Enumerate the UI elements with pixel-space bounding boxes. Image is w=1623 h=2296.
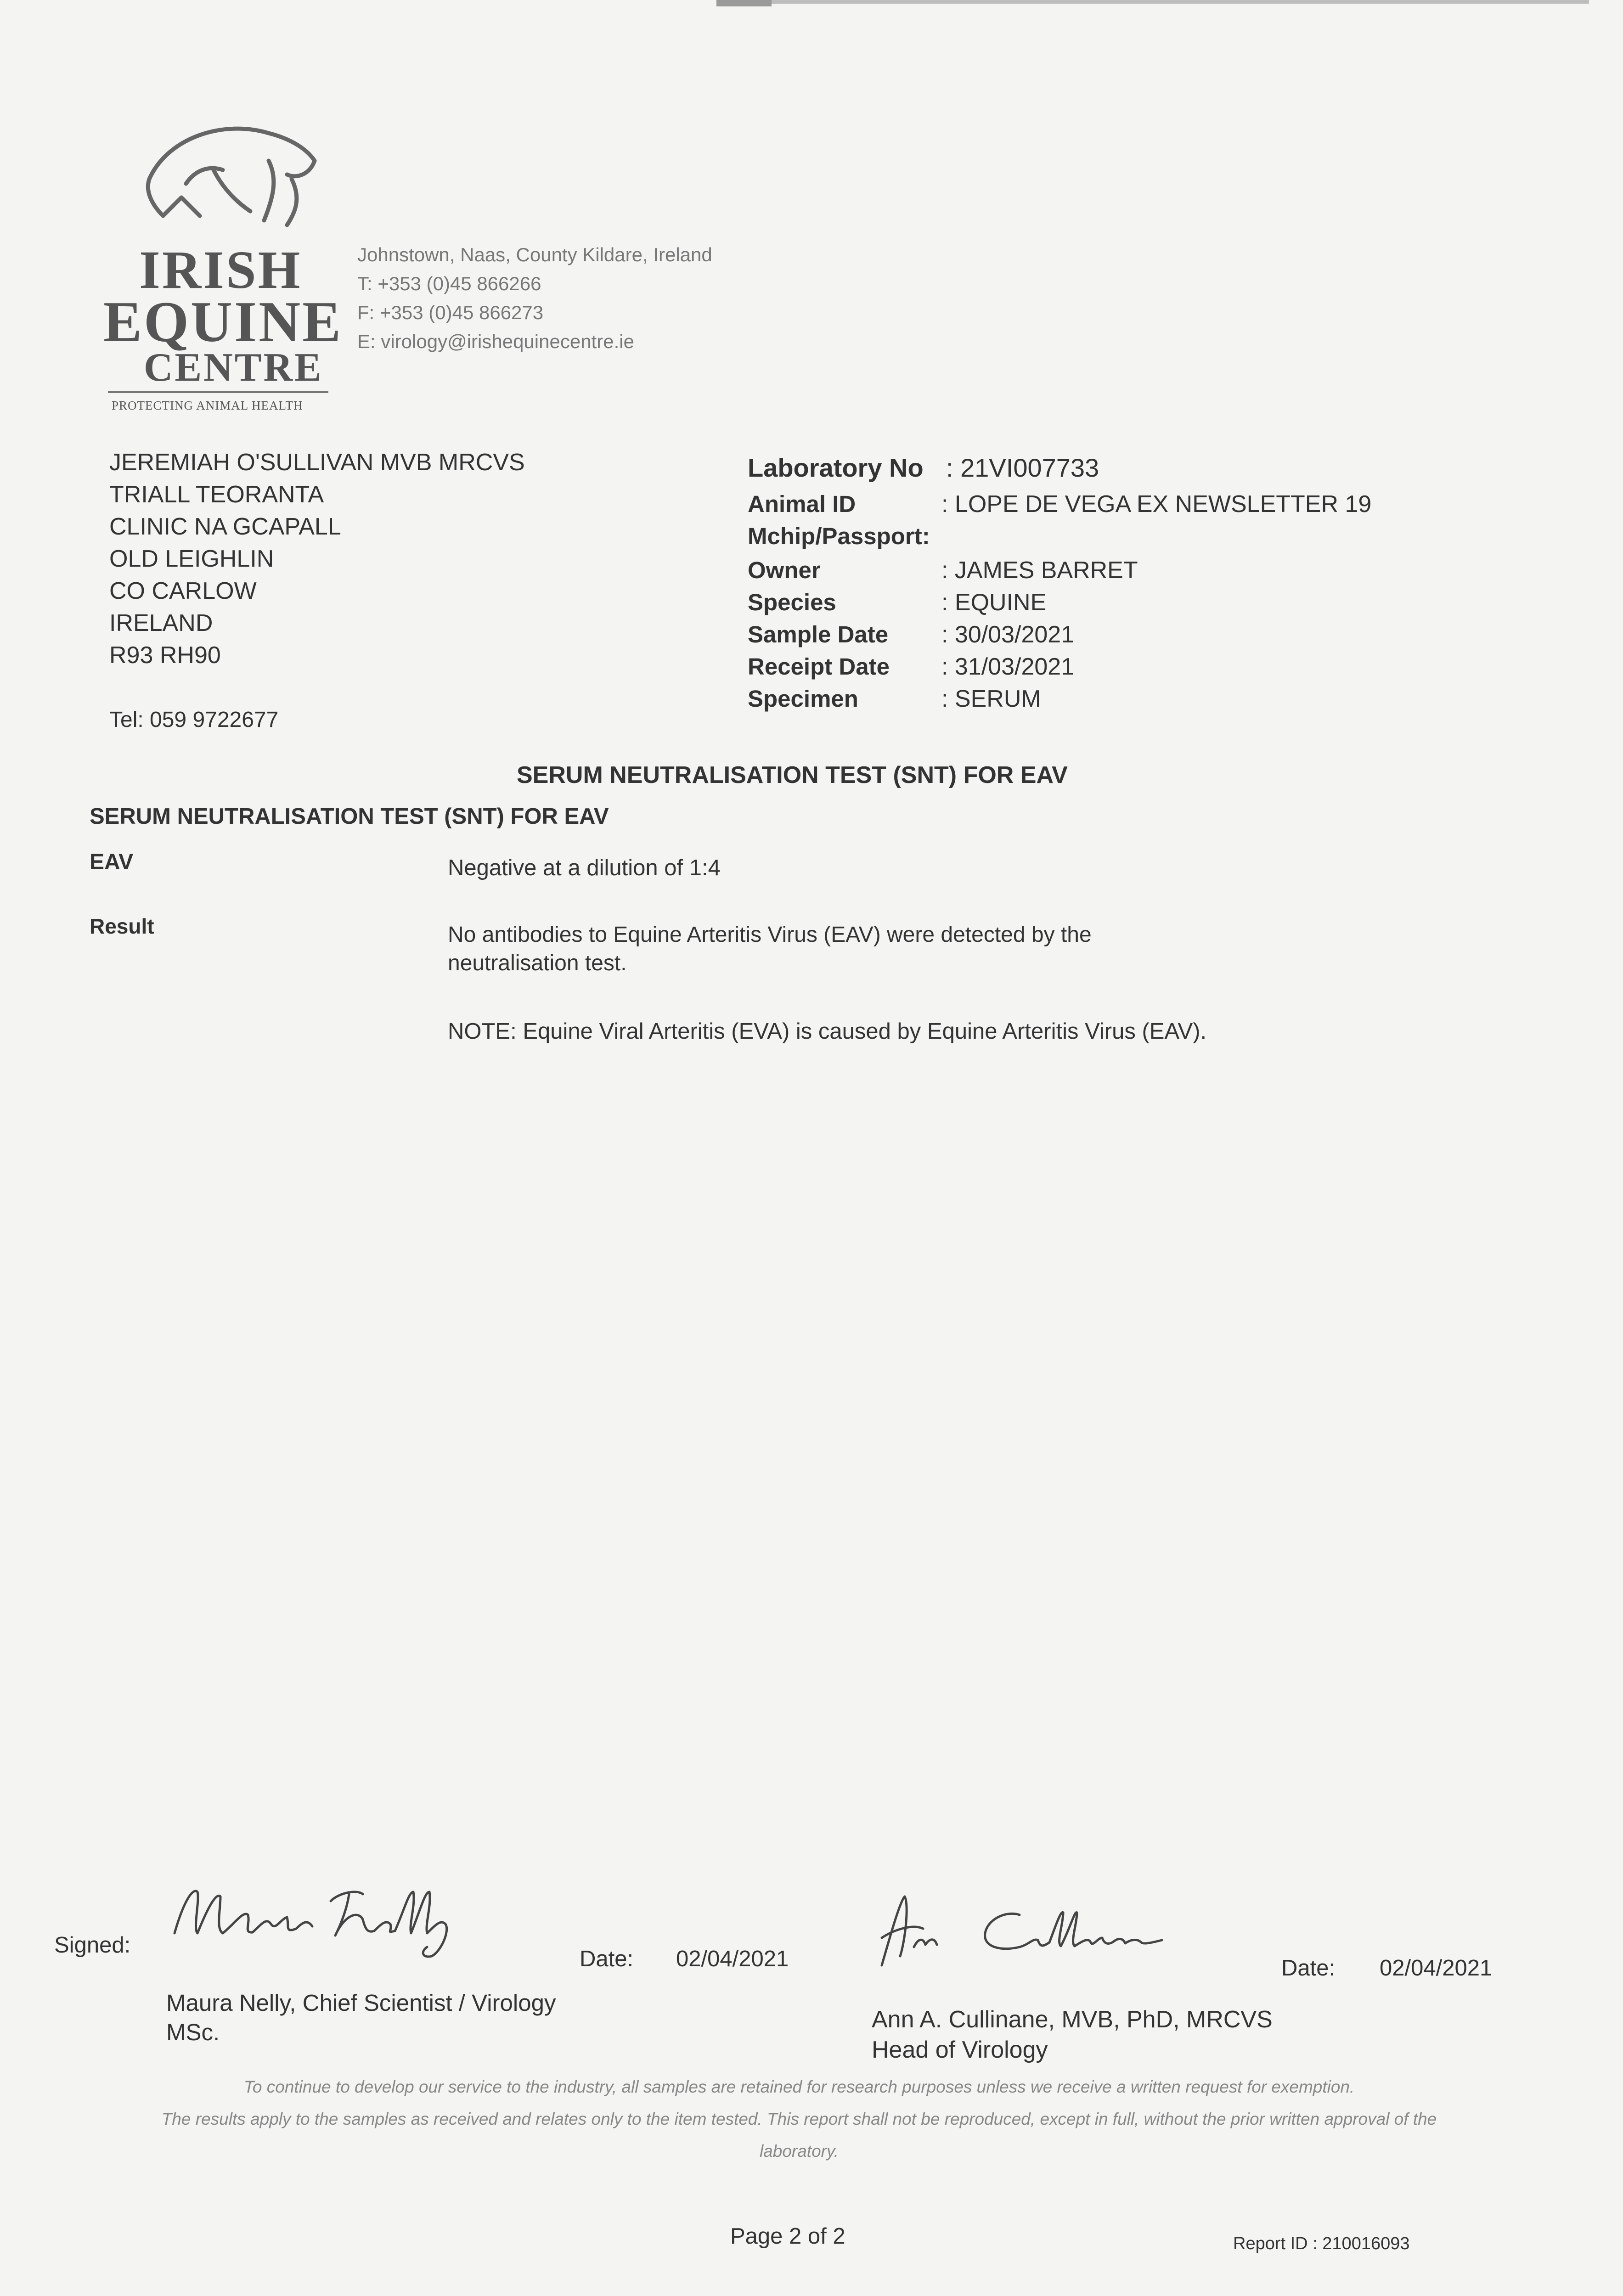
recipient-address (109, 446, 525, 671)
irish-equine-centre-logo (103, 110, 342, 418)
eav-value: Negative at a dilution of 1:4 (448, 855, 721, 880)
signature-maura-nelly (165, 1874, 496, 1965)
signature-ann-cullinane (868, 1887, 1217, 1970)
signed-label: Signed: (54, 1933, 131, 1958)
logo-line-centre: CENTRE (144, 345, 323, 390)
info-label: Mchip/Passport: (748, 523, 930, 549)
horse-icon (131, 110, 328, 230)
signer-2-title: Head of Virology (872, 2037, 1048, 2063)
recipient-tel: Tel: 059 9722677 (109, 708, 279, 732)
test-section-heading: SERUM NEUTRALISATION TEST (SNT) FOR EAV (90, 804, 609, 829)
info-label: Specimen (748, 686, 858, 712)
lab-phone: T: +353 (0)45 866266 (357, 273, 541, 294)
page-number: Page 2 of 2 (730, 2224, 845, 2249)
lab-fax: F: +353 (0)45 866273 (357, 302, 544, 323)
result-value: No antibodies to Equine Arteritis Virus (EAV) were detected by the neutralisation test. (448, 923, 1092, 975)
recipient-line: TRIALL TEORANTA (109, 481, 324, 508)
info-label: Owner (748, 557, 821, 583)
recipient-line: IRELAND (109, 610, 213, 636)
disclaimer-line-2: The results apply to the samples as received and relates only to the item tested. This report shall not be reproduced, except in full, without the prior written approval of the laboratory. (161, 2110, 1437, 2161)
lab-email: E: virology@irishequinecentre.ie (357, 331, 634, 352)
recipient-line: JEREMIAH O'SULLIVAN MVB MRCVS (109, 449, 525, 476)
report-id: Report ID : 210016093 (1233, 2234, 1410, 2253)
info-value: : JAMES BARRET (941, 557, 1138, 584)
info-label: Species (748, 589, 836, 615)
info-value: : LOPE DE VEGA EX NEWSLETTER 19 (941, 491, 1372, 518)
info-label: Sample Date (748, 621, 889, 647)
info-value: : EQUINE (941, 589, 1047, 616)
date-label-1: Date: (580, 1947, 634, 1971)
info-value: : 31/03/2021 (941, 653, 1075, 680)
recipient-line: OLD LEIGHLIN (109, 546, 274, 572)
logo-tagline: PROTECTING ANIMAL HEALTH (112, 399, 303, 412)
logo-line-irish: IRISH (139, 240, 302, 300)
signer-1-qualification: MSc. (166, 2019, 220, 2045)
lab-address: Johnstown, Naas, County Kildare, Ireland (357, 244, 712, 265)
scan-mark (716, 0, 772, 6)
disclaimer-line-1: To continue to develop our service to the industry, all samples are retained for research purposes unless we receive a written request for exemption. (243, 2077, 1355, 2096)
eav-label: EAV (90, 850, 134, 874)
result-label: Result (90, 914, 154, 938)
date-label-2: Date: (1281, 1956, 1336, 1981)
logo-line-equine: EQUINE (103, 290, 343, 354)
result-note: NOTE: Equine Viral Arteritis (EVA) is caused by Equine Arteritis Virus (EAV). (448, 1019, 1207, 1044)
logo-divider (108, 391, 328, 393)
scan-edge (716, 0, 1589, 4)
info-label: Receipt Date (748, 653, 890, 680)
info-label: Animal ID (748, 491, 856, 517)
signer-2-block (872, 2004, 1273, 2065)
info-label: Laboratory No (748, 453, 924, 482)
recipient-line: CO CARLOW (109, 578, 257, 604)
date-value-1: 02/04/2021 (676, 1947, 789, 1971)
info-value: : 30/03/2021 (941, 621, 1075, 648)
date-value-2: 02/04/2021 (1380, 1956, 1493, 1981)
signer-2-name: Ann A. Cullinane, MVB, PhD, MRCVS (872, 2006, 1273, 2033)
disclaimer (152, 2071, 1447, 2167)
info-value: : 21VI007733 (946, 453, 1099, 482)
info-value: : SERUM (941, 686, 1041, 712)
test-title: SERUM NEUTRALISATION TEST (SNT) FOR EAV (517, 762, 1068, 788)
lab-contact-block (357, 240, 712, 356)
signer-1-name: Maura Nelly, Chief Scientist / Virology (166, 1990, 556, 2016)
recipient-line: CLINIC NA GCAPALL (109, 513, 341, 540)
signer-1-block (166, 1988, 556, 2047)
recipient-line: R93 RH90 (109, 642, 221, 669)
